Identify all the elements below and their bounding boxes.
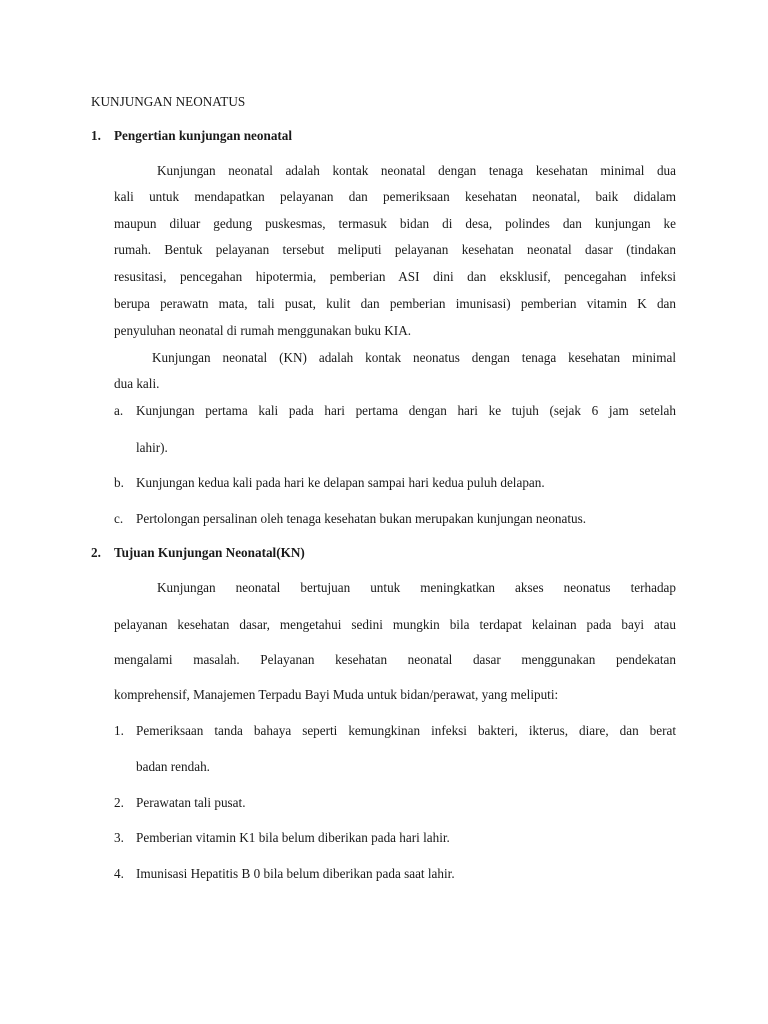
- list-item-line: lahir).: [136, 440, 168, 455]
- paragraph-line: rumah. Bentuk pelayanan tersebut meliputi pelayanan kesehatan neonatal dasar (tindakan: [114, 242, 676, 257]
- section-1-number: 1.: [91, 128, 101, 143]
- list-marker: b.: [114, 475, 124, 490]
- list-marker: 3.: [114, 830, 124, 845]
- paragraph-line: Kunjungan neonatal bertujuan untuk meningkatkan akses neonatus terhadap: [157, 580, 676, 595]
- list-item-line: badan rendah.: [136, 759, 210, 774]
- section-1-heading: Pengertian kunjungan neonatal: [114, 128, 293, 143]
- paragraph-line: Kunjungan neonatal adalah kontak neonatal dengan tenaga kesehatan minimal dua: [157, 163, 676, 178]
- list-item-line: Kunjungan kedua kali pada hari ke delapan sampai hari kedua puluh delapan.: [136, 475, 545, 490]
- paragraph-line: pelayanan kesehatan dasar, mengetahui sedini mungkin bila terdapat kelainan pada bayi atau: [114, 617, 676, 632]
- list-marker: 4.: [114, 866, 124, 881]
- paragraph-line: mengalami masalah. Pelayanan kesehatan neonatal dasar menggunakan pendekatan: [114, 652, 676, 667]
- paragraph-line: komprehensif, Manajemen Terpadu Bayi Muda untuk bidan/perawat, yang meliputi:: [114, 687, 559, 702]
- paragraph-line: maupun diluar gedung puskesmas, termasuk bidan di desa, polindes dan kunjungan ke: [114, 216, 676, 231]
- page-title: KUNJUNGAN NEONATUS: [91, 94, 246, 109]
- section-2-number: 2.: [91, 545, 101, 560]
- list-item-line: Pemeriksaan tanda bahaya seperti kemungkinan infeksi bakteri, ikterus, diare, dan berat: [136, 723, 676, 738]
- list-marker: a.: [114, 403, 124, 418]
- paragraph-line: dua kali.: [114, 376, 160, 391]
- paragraph-line: penyuluhan neonatal di rumah menggunakan buku KIA.: [114, 323, 412, 338]
- paragraph-line: berupa perawatn mata, tali pusat, kulit dan pemberian imunisasi) pemberian vitamin K dan: [114, 296, 676, 311]
- list-item-line: Imunisasi Hepatitis B 0 bila belum diberikan pada saat lahir.: [136, 866, 455, 881]
- paragraph-line: kali untuk mendapatkan pelayanan dan pemeriksaan kesehatan neonatal, baik didalam: [114, 189, 676, 204]
- list-item-line: Pemberian vitamin K1 bila belum diberikan pada hari lahir.: [136, 830, 450, 845]
- paragraph-line: resusitasi, pencegahan hipotermia, pemberian ASI dini dan eksklusif, pencegahan infeksi: [114, 269, 676, 284]
- list-marker: c.: [114, 511, 124, 526]
- list-item-line: Kunjungan pertama kali pada hari pertama dengan hari ke tujuh (sejak 6 jam setelah: [136, 403, 676, 418]
- paragraph-line: Kunjungan neonatal (KN) adalah kontak neonatus dengan tenaga kesehatan minimal: [152, 350, 676, 365]
- section-2-heading: Tujuan Kunjungan Neonatal(KN): [114, 545, 305, 560]
- list-marker: 1.: [114, 723, 124, 738]
- list-item-line: Pertolongan persalinan oleh tenaga kesehatan bukan merupakan kunjungan neonatus.: [136, 511, 587, 526]
- list-item-line: Perawatan tali pusat.: [136, 795, 246, 810]
- list-marker: 2.: [114, 795, 124, 810]
